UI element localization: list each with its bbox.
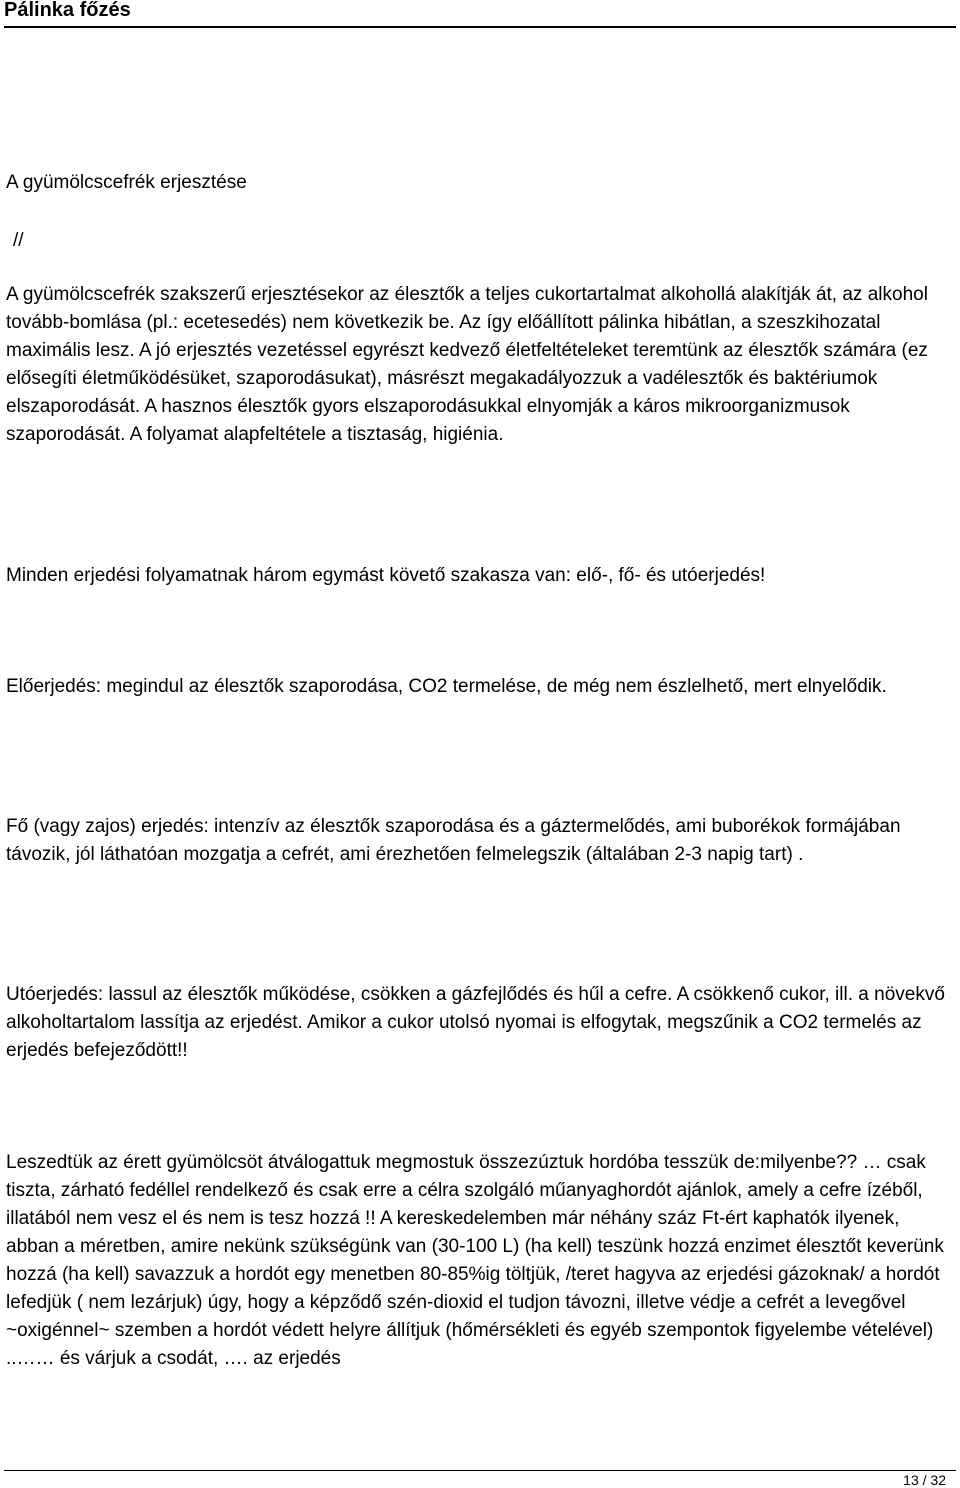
phases-paragraph: Minden erjedési folyamatnak három egymást követő szakasza van: elő-, fő- és utóerjedés! [6,565,766,586]
separator: // [13,230,24,251]
page-header [4,0,956,28]
document-title: Pálinka főzés [4,0,131,21]
page-number: 13 / 32 [903,1472,946,1488]
process-paragraph: Leszedtük az érett gyümölcsöt átválogattuk megmostuk összezúztuk hordóba tesszük de:milyenbe?? … csak tiszta, zárható fedéllel rendelkező és csak erre a célra szolgáló műanyaghordót ajánlok, amely a cefre ízéből, illatából nem vesz el és nem is tesz hozzá !! A kereskedelemben már néhány száz Ft-ért kaphatók ilyenek, abban a méretben, amire nekünk szükségünk van (30-100 L) (ha kell) teszünk hozzá enzimet élesztőt keverünk hozzá (ha kell) savazzuk a hordót egy menetben 80-85%ig töltjük, /teret hagyva az erjedési gázoknak/ a hordót lefedjük ( nem lezárjuk) úgy, hogy a képződő szén-dioxid el tudjon távozni, illetve védje a cefrét a levegővel ~oxigénnel~ szemben a hordót védett helyre állítjuk (hőmérsékleti és egyéb szempontok figyelembe vételével) ..…… és várjuk a csodát, …. az erjedés [6,1152,944,1369]
intro-paragraph: A gyümölcscefrék szakszerű erjesztésekor az élesztők a teljes cukortartalmat alkohollá alakítják át, az alkohol tovább-bomlása (pl.: ecetesedés) nem következik be. Az így előállított pálinka hibátlan, a szeszkihozatal maximális lesz. A jó erjesztés vezetéssel egyrészt kedvező életfeltételeket teremtünk az élesztők számára (ez elősegíti életműködésüket, szaporodásukat), másrészt megakadályozzuk a vadélesztők és baktériumok elszaporodását. A hasznos élesztők gyors elszaporodásukkal elnyomják a káros mikroorganizmusok szaporodását. A folyamat alapfeltétele a tisztaság, higiénia. [6,284,928,445]
section-title: A gyümölcscefrék erjesztése [6,172,247,193]
main-fermentation-paragraph: Fő (vagy zajos) erjedés: intenzív az élesztők szaporodása és a gáztermelődés, ami buborékok formájában távozik, jól láthatóan mozgatja a cefrét, ami érezhetően felmelegszik (általában 2-3 napig tart) . [6,816,901,865]
pre-fermentation-paragraph: Előerjedés: megindul az élesztők szaporodása, CO2 termelése, de még nem észlelhető, mert elnyelődik. [6,676,887,697]
footer-rule [4,1470,956,1471]
post-fermentation-paragraph: Utóerjedés: lassul az élesztők működése, csökken a gázfejlődés és hűl a cefre. A csökkenő cukor, ill. a növekvő alkoholtartalom lassítja az erjedést. Amikor a cukor utolsó nyomai is elfogytak, megszűnik a CO2 termelés az erjedés befejeződött!! [6,984,945,1061]
